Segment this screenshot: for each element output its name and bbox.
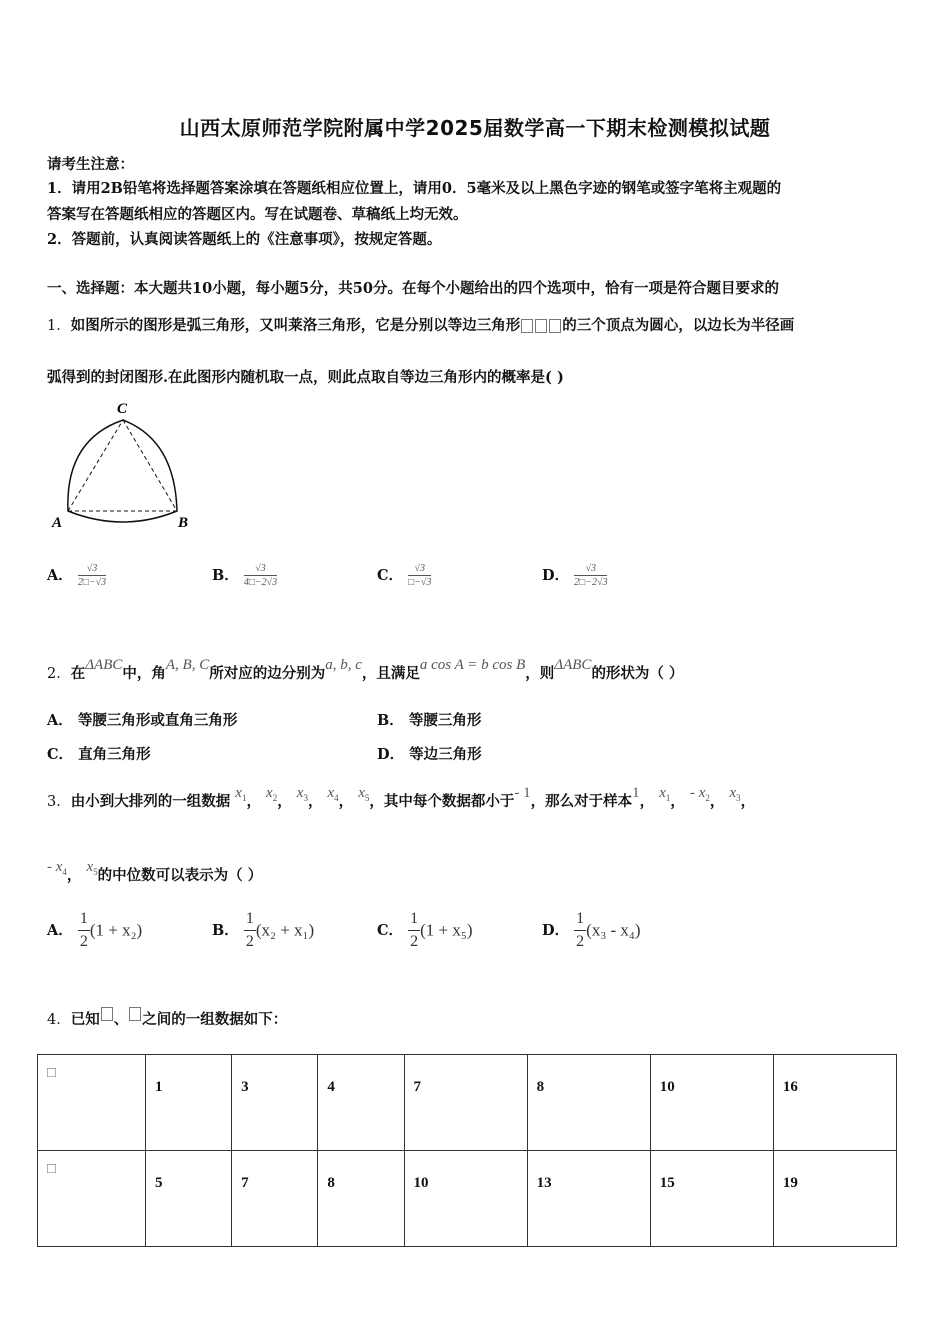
table-cell: 8 bbox=[318, 1151, 404, 1247]
q3-option-d[interactable]: D． $\frac{1}{2}$ (x₃ - x₄) bbox=[542, 910, 641, 950]
missing-glyph-icon bbox=[520, 317, 562, 334]
q3-option-c[interactable]: C． $\frac{1}{2}$ (1 + x₅) bbox=[377, 910, 473, 950]
fraction: $\frac{√3}{□-√3}$ bbox=[408, 563, 432, 588]
q2-option-c[interactable]: C． 直角三角形 bbox=[47, 746, 151, 763]
notice-line-1a: 1．请用2B铅笔将选择题答案涂填在答题纸相应位置上，请用0．5毫米及以上黑色字迹的钢笔或签字笔将主观题的 bbox=[47, 180, 782, 197]
missing-glyph-icon bbox=[101, 1007, 113, 1021]
table-cell: 3 bbox=[232, 1055, 318, 1151]
fraction-one-half: $\frac{1}{2}$ bbox=[576, 910, 585, 950]
q1-option-b[interactable]: B． $\frac{√3}{4□-2√3}$ bbox=[212, 563, 278, 588]
table-cell: 15 bbox=[650, 1151, 773, 1247]
table-cell: 4 bbox=[318, 1055, 404, 1151]
page-title: 山西太原师范学院附属中学2025届数学高一下期末检测模拟试题 bbox=[179, 116, 771, 140]
q1-line-2: 弧得到的封闭图形.在此图形内随机取一点，则此点取自等边三角形内的概率是( ) bbox=[47, 369, 564, 386]
table-cell: 16 bbox=[773, 1055, 896, 1151]
table-cell: 13 bbox=[527, 1151, 650, 1247]
q1-option-c[interactable]: C． $\frac{√3}{□-√3}$ bbox=[377, 563, 432, 588]
q1-text-b: 的三个顶点为圆心，以边长为半径画 bbox=[562, 317, 795, 334]
vertex-label-a: A bbox=[52, 515, 63, 531]
table-cell: 10 bbox=[650, 1055, 773, 1151]
data-table bbox=[37, 1054, 897, 1247]
reuleaux-arc bbox=[68, 420, 177, 522]
triangle-edge-ac bbox=[68, 420, 123, 511]
table-cell: 8 bbox=[527, 1055, 650, 1151]
table-row bbox=[38, 1151, 897, 1247]
math-expr: A, B, C bbox=[165, 657, 210, 673]
q1-number: 1． bbox=[47, 318, 71, 334]
table-cell: 19 bbox=[773, 1151, 896, 1247]
vertex-label-b: B bbox=[178, 515, 189, 531]
math-expr: a, b, c bbox=[325, 657, 362, 673]
table-cell: 10 bbox=[404, 1151, 527, 1247]
missing-glyph-icon bbox=[129, 1007, 141, 1021]
table-cell: 5 bbox=[146, 1151, 232, 1247]
notice-line-1b: 答案写在答题纸相应的答题区内。写在试题卷、草稿纸上均无效。 bbox=[47, 206, 468, 223]
math-expr: ΔABC bbox=[85, 657, 123, 673]
vertex-label-c: C bbox=[117, 401, 128, 417]
reuleaux-triangle-figure bbox=[45, 395, 205, 535]
q3-option-a[interactable]: A． $\frac{1}{2}$ (1 + x₂) bbox=[47, 910, 143, 950]
table-cell: 1 bbox=[146, 1055, 232, 1151]
q1-line-1 bbox=[47, 314, 794, 335]
fraction: $\frac{√3}{2□-2√3}$ bbox=[574, 563, 608, 588]
table-row-head: □ bbox=[38, 1151, 146, 1247]
math-expr: a cos A = b cos B bbox=[419, 657, 526, 673]
notice-line-2: 2．答题前，认真阅读答题纸上的《注意事项》，按规定答题。 bbox=[47, 231, 442, 248]
table-row-head: □ bbox=[38, 1055, 146, 1151]
q3-stem-line-1: 3．由小到大排列的一组数据 $x_1$， $x_2$， $x_3$， $x_4$， $x_5$，其中每个数据都小于- 1，那么对于样本1， $x_1$， - $x_2$， $x_3$， bbox=[47, 785, 756, 810]
q1-option-a[interactable]: A． $\frac{√3}{2□-√3}$ bbox=[47, 563, 107, 588]
q2-option-b[interactable]: B． 等腰三角形 bbox=[377, 712, 482, 729]
table-cell: 7 bbox=[232, 1151, 318, 1247]
q4-stem: 4．已知 、 之间的一组数据如下： bbox=[47, 1008, 287, 1029]
q1-text-a: 如图所示的图形是弧三角形，又叫莱洛三角形，它是分别以等边三角形 bbox=[70, 317, 521, 334]
notice-heading: 请考生注意： bbox=[47, 156, 134, 173]
q3-option-b[interactable]: B． $\frac{1}{2}$ (x₂ + x₁) bbox=[212, 910, 315, 950]
fraction: $\frac{√3}{2□-√3}$ bbox=[77, 563, 107, 588]
fraction-one-half: $\frac{1}{2}$ bbox=[410, 910, 419, 950]
fraction-one-half: $\frac{1}{2}$ bbox=[79, 910, 88, 950]
q1-option-d[interactable]: D． $\frac{√3}{2□-2√3}$ bbox=[542, 563, 608, 588]
section-heading: 一、选择题：本大题共10小题，每小题5分，共50分。在每个小题给出的四个选项中，恰有一项是符合题目要求的 bbox=[47, 280, 779, 297]
q3-stem-line-2: - $x_4$， $x_5$的中位数可以表示为（ ） bbox=[47, 859, 263, 884]
fraction: $\frac{√3}{4□-2√3}$ bbox=[243, 563, 278, 588]
q2-option-d[interactable]: D． 等边三角形 bbox=[377, 746, 482, 763]
q2-option-a[interactable]: A． 等腰三角形或直角三角形 bbox=[47, 712, 238, 729]
table-row bbox=[38, 1055, 897, 1151]
math-expr: ΔABC bbox=[554, 657, 592, 673]
table-cell: 7 bbox=[404, 1055, 527, 1151]
fraction-one-half: $\frac{1}{2}$ bbox=[245, 910, 254, 950]
q2-stem: 2．在ΔABC中，角A, B, C所对应的边分别为a, b, c，且满足a cos A = b cos B，则ΔABC的形状为（ ） bbox=[47, 657, 684, 682]
